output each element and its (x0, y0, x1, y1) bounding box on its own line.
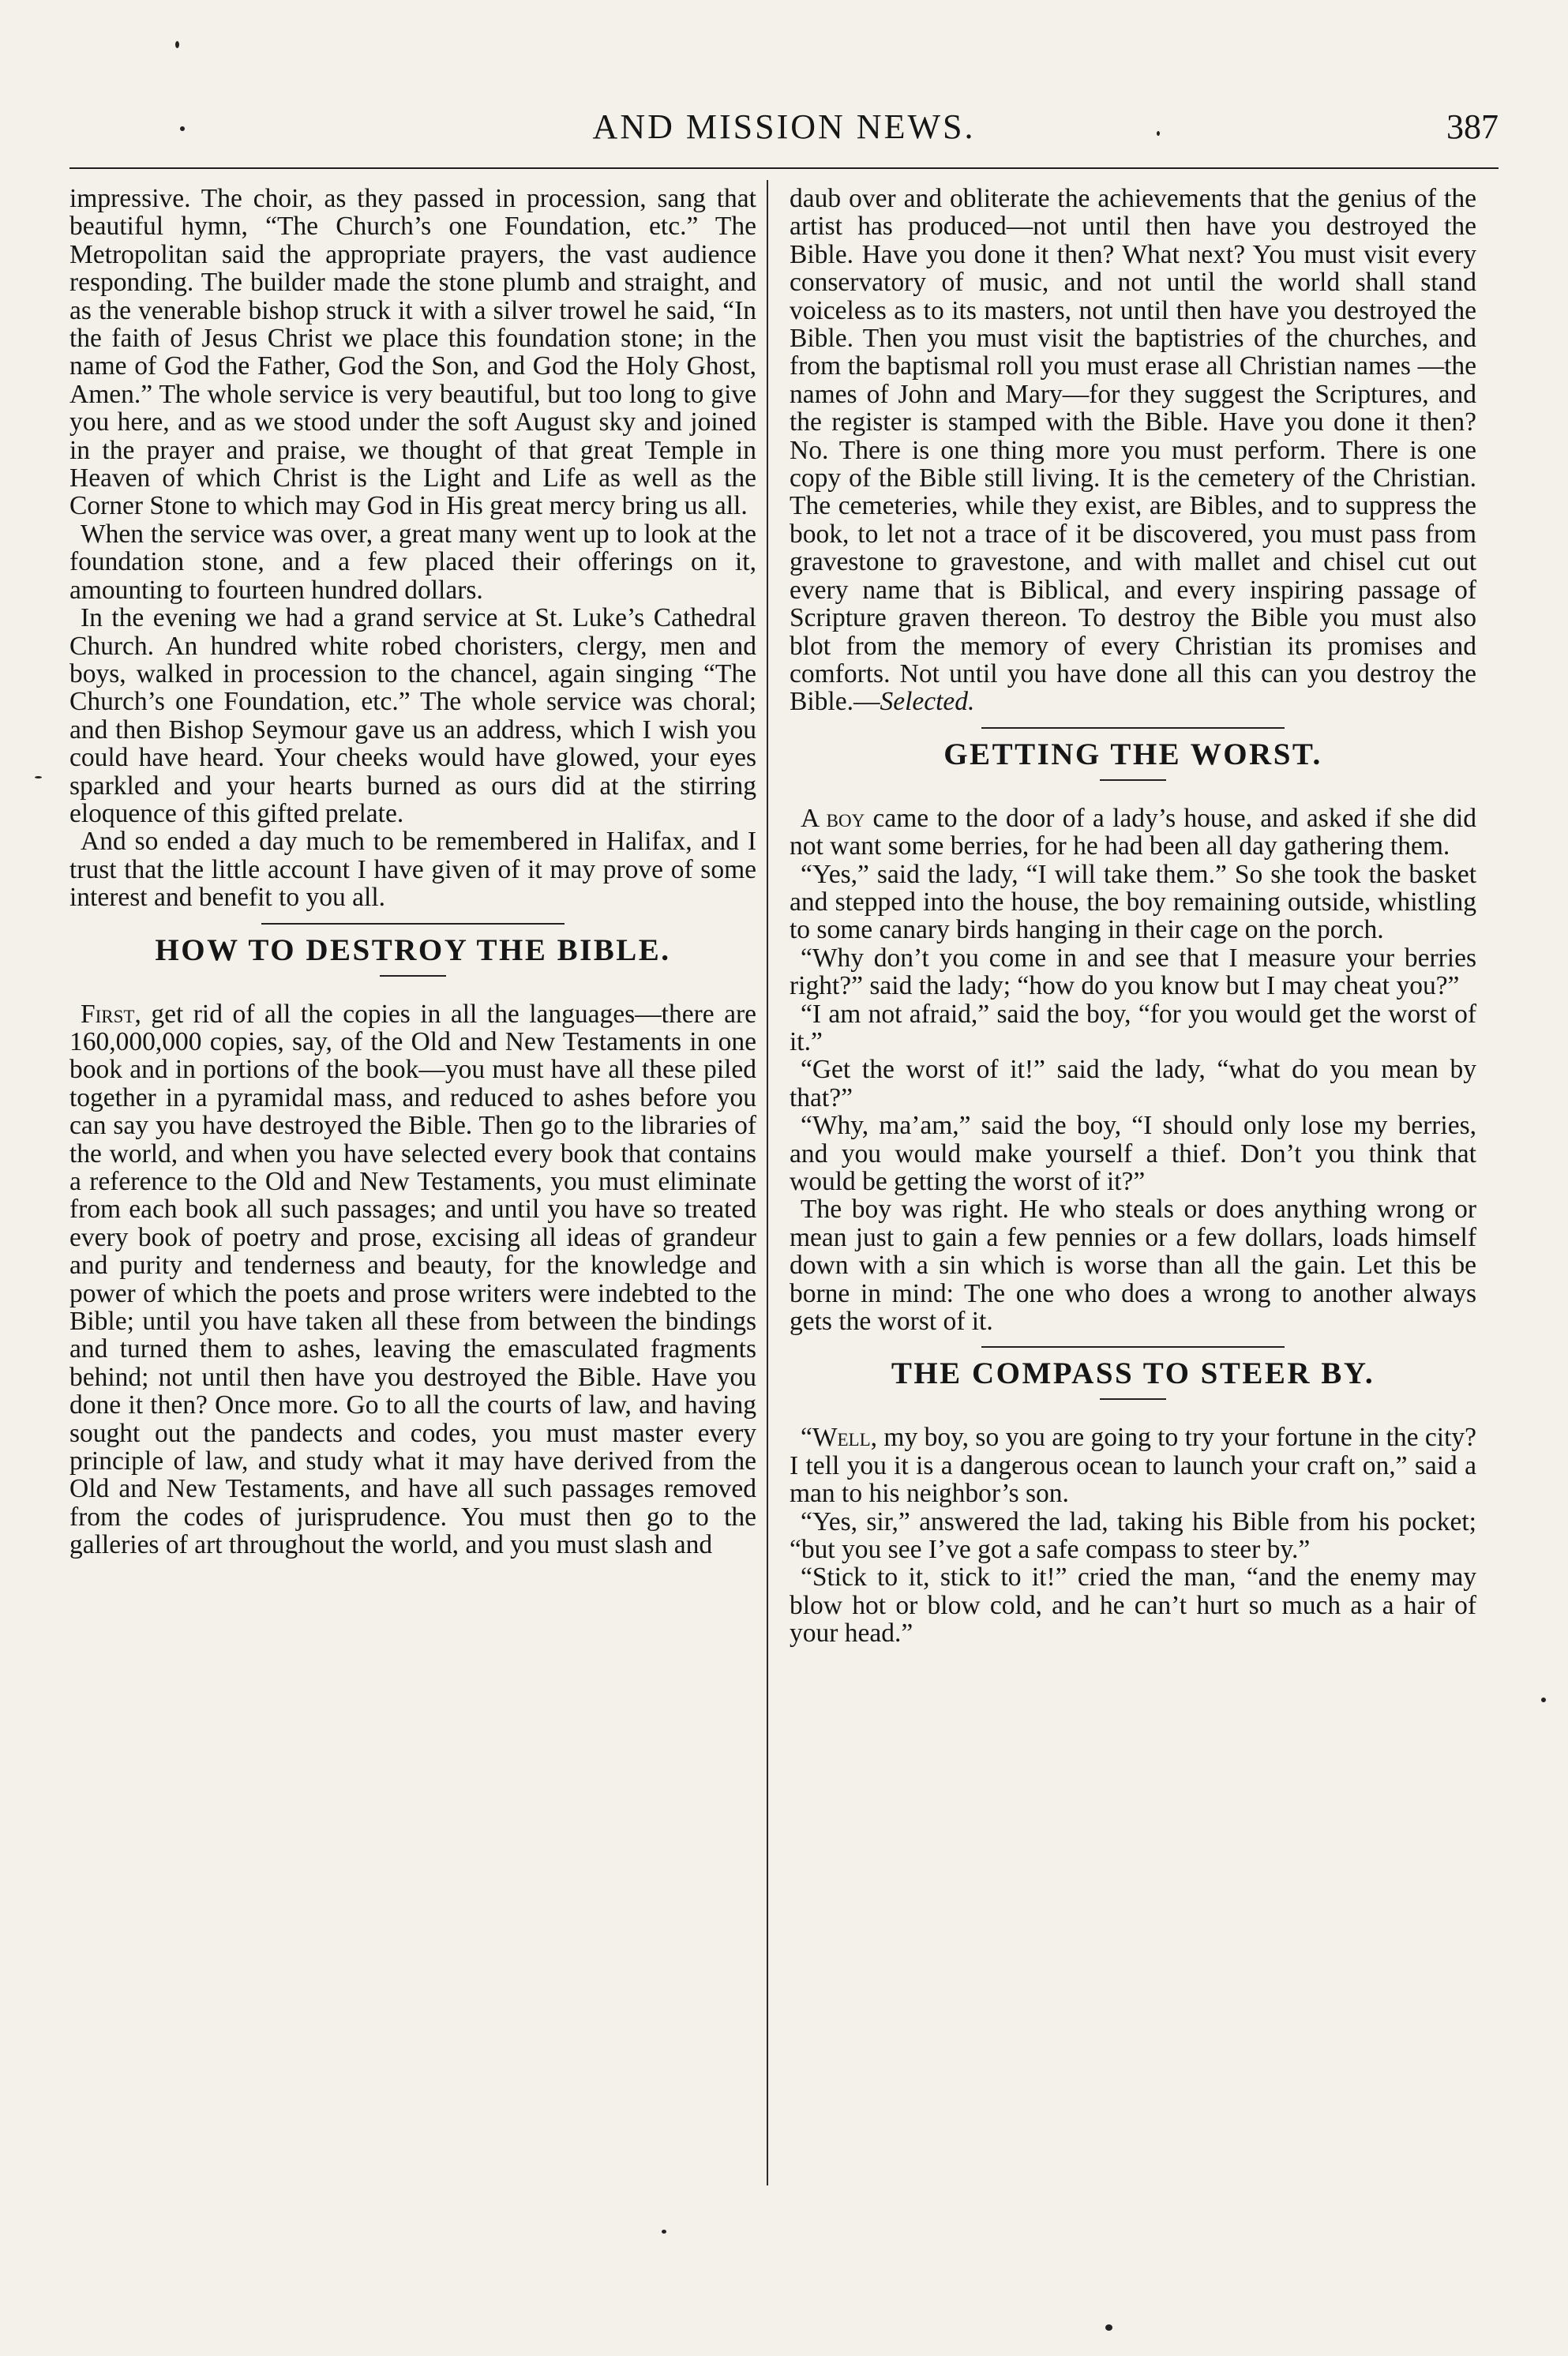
paragraph: impressive. The choir, as they passed in procession, sang that beautiful hymn, “The Church’s one Foundation, etc.” The Metropolitan said the appropriate prayers, the vast audience responding. The builder made the stone plumb and straight, and as the venerable bishop struck it with a silver trowel he said, “In the faith of Jesus Christ we place this foundation stone; in the name of God the Father, God the Son, and God the Holy Ghost, Amen.” The whole service is very beautiful, but too long to give you here, and as we stood under the soft August sky and joined in the prayer and praise, we thought of that great Temple in Heaven of which Christ is the Light and Life as well as the Corner Stone to which may God in His great mercy bring us all. (69, 184, 756, 521)
paragraph-text: get rid of all the copies in all the languages—there are 160,000,000 copies, say, of the Old and New Testaments in one book and in portions of the book—you must have all these piled together in a pyramidal mass, and reduced to ashes before you can say you have destroyed the Bible. Then go to the libraries of the world, and when you have selected every book that contains a reference to the Old and New Testaments, you must eliminate from each book all such passages; and until you have so treated every book of poetry and prose, excising all ideas of grandeur and purity and tenderness and beauty, for the knowledge and power of which the poets and prose writers were indebted to the Bible; until you have taken all these from between the bindings and turned them to ashes, leaving the emasculated fragments behind; not until then have you destroyed the Bible. Have you done it then? Once more. Go to all the courts of law, and having sought out the pandects and codes, you must master every principle of law, and study what it may have derived from the Old and New Testaments, and have all such passages removed from the codes of jurisprudence. You must then go to the galleries of art throughout the world, and you must slash and (69, 999, 756, 1560)
heading-underline (1100, 779, 1166, 781)
scan-speck (180, 126, 185, 131)
paragraph: In the evening we had a grand service at St. Luke’s Cathedral Church. An hundred white robed choristers, clergy, men and boys, walked in procession to the chancel, again singing “The Church’s one Foundation, etc.” The whole service was choral; and then Bishop Seymour gave us an address, which I wish you could have heard. Your cheeks would have glowed, your eyes sparkled and your hearts burned as ours did at the stirring eloquence of this gifted prelate. (69, 603, 756, 828)
paragraph (69, 1000, 756, 1559)
right-column (790, 185, 1476, 1648)
scan-speck (1105, 2324, 1112, 2331)
section-rule (261, 923, 565, 925)
paragraph (790, 805, 1476, 861)
paragraph: And so ended a day much to be remembered in Halifax, and I trust that the little account I have given of it may prove of some interest and benefit to you all. (69, 827, 756, 913)
paragraph: “Why don’t you come in and see that I measure your berries right?” said the lady; “how do you know but I may cheat you?” (790, 943, 1476, 1001)
paragraph: “Stick to it, stick to it!” cried the man, “and the enemy may blow hot or blow cold, and he can’t hurt so much as a hair of your head.” (790, 1563, 1476, 1649)
paragraph-text: my boy, so you are going to try your fortune in the city? I tell you it is a dangerous ocean to launch your craft on,” said a man to his neighbor’s son. (790, 1423, 1476, 1509)
column-divider-rule (767, 180, 768, 2185)
article-heading: GETTING THE WORST. (943, 737, 1322, 771)
scan-speck (1157, 131, 1160, 136)
running-head (69, 107, 1499, 162)
paragraph: “Get the worst of it!” said the lady, “what do you mean by that?” (790, 1055, 1476, 1112)
scan-speck (662, 2230, 666, 2234)
source-signature: Selected. (880, 687, 975, 717)
paragraph-text: came to the door of a lady’s house, and asked if she did not want some berries, for he had been all day gathering them. (790, 803, 1476, 861)
paragraph: When the service was over, a great many went up to look at the foundation stone, and a few placed their offerings on it, amounting to fourteen hundred dollars. (69, 519, 756, 605)
scan-speck (1541, 1698, 1546, 1702)
paragraph: “Why, ma’am,” said the boy, “I should only lose my berries, and you would make yourself a thief. Don’t you think that would be getting the worst of it?” (790, 1111, 1476, 1196)
scan-speck (175, 41, 179, 48)
lead-in-word: Well, (812, 1423, 878, 1453)
paragraph: “I am not afraid,” said the boy, “for you would get the worst of it.” (790, 999, 1476, 1056)
heading-underline (1100, 1398, 1166, 1400)
article-heading: HOW TO DESTROY THE BIBLE. (155, 932, 671, 967)
paragraph: The boy was right. He who steals or does anything wrong or mean just to gain a few pennies or a few dollars, loads himself down with a sin which is worse than all the gain. Let this be borne in mind: The one who does a wrong to another always gets the worst of it. (790, 1195, 1476, 1337)
paragraph (790, 185, 1476, 716)
heading-underline (380, 975, 446, 977)
page-number: 387 (1446, 107, 1499, 146)
article-heading: THE COMPASS TO STEER BY. (891, 1356, 1375, 1391)
lead-in-word: First, (81, 999, 141, 1029)
section-rule (981, 727, 1285, 729)
opening-quote: “ (801, 1423, 812, 1453)
header-rule (69, 167, 1499, 169)
paragraph-text: daub over and obliterate the achievements that the genius of the artist has produced—not until then have you destroyed the Bible. Have you done it then? What next? You must visit every conservatory of music, and not until the world shall stand voiceless as to its masters, not until then have you destroyed the Bible. Then you must visit the baptistries of the churches, and from the baptismal roll you must erase all Christian names —the names of John and Mary—for they suggest the Scriptures, and the register is stamped with the Bible. Have you done it then? No. There is one thing more you must perform. There is one copy of the Bible still living. It is the cemetery of the Christian. The cemeteries, while they exist, are Bibles, and to suppress the book, to let not a trace of it be discovered, you must pass from gravestone to gravestone, and with mallet and chisel cut out every name that is Biblical, and every inspiring passage of Scripture graven thereon. To destroy the Bible you must also blot from the memory of every Christian its promises and comforts. Not until you have done all this can you destroy the Bible.— (790, 184, 1476, 717)
paragraph: “Yes,” said the lady, “I will take them.” So she took the basket and stepped into the house, the boy remaining outside, whistling to some canary birds hanging in their cage on the porch. (790, 859, 1476, 945)
section-rule (981, 1346, 1285, 1348)
running-title: AND MISSION NEWS. (592, 107, 976, 146)
left-column (69, 185, 756, 1559)
paragraph (790, 1424, 1476, 1507)
lead-in-word: A boy (801, 803, 865, 833)
paragraph: “Yes, sir,” answered the lad, taking his Bible from his pocket; “but you see I’ve got a safe compass to steer by.” (790, 1506, 1476, 1565)
scan-speck (35, 776, 42, 778)
